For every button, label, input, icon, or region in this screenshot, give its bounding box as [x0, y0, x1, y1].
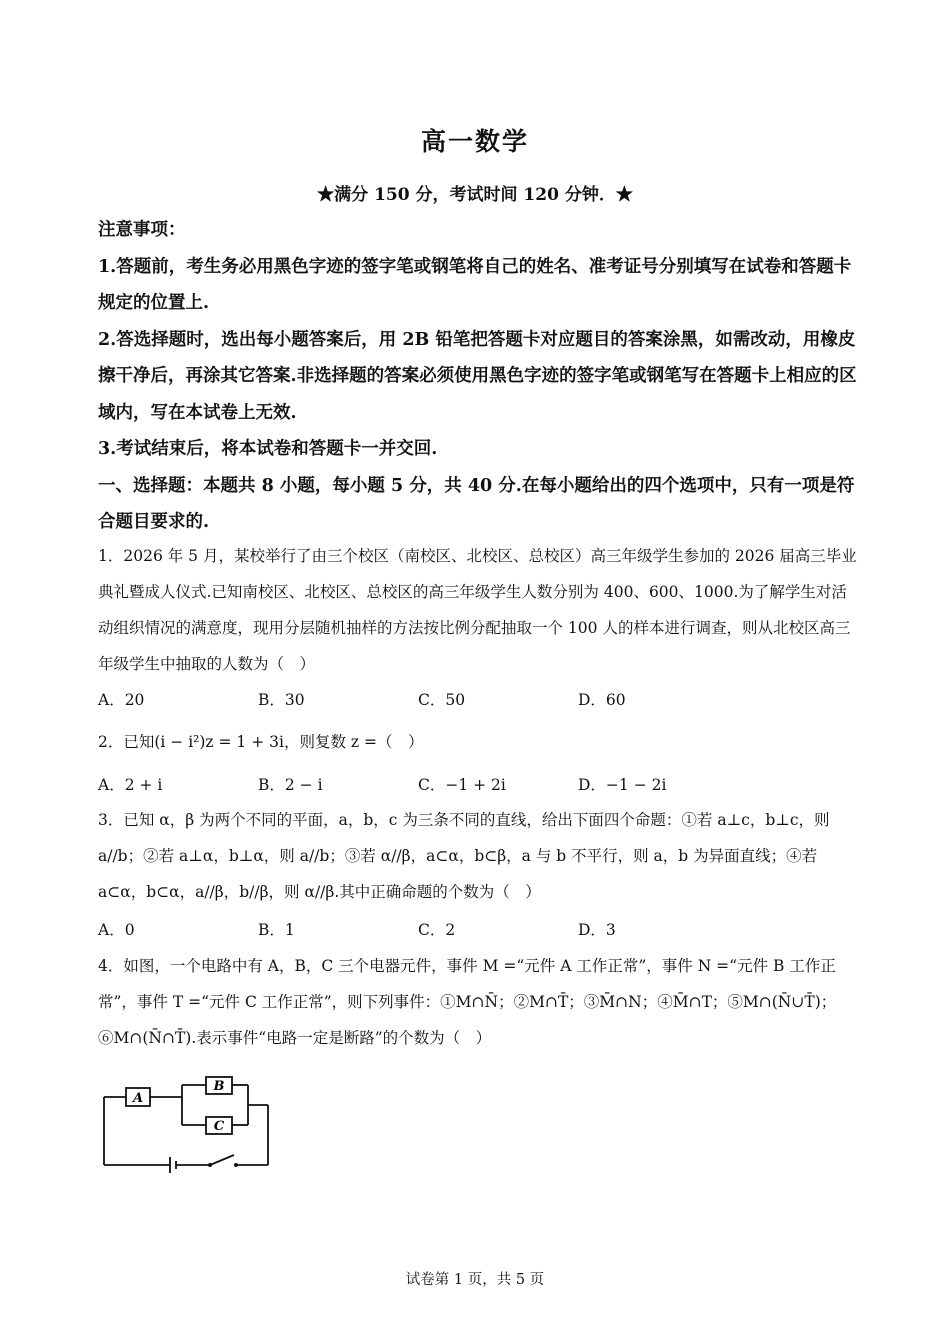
circuit-label-c: C — [213, 1119, 225, 1134]
option-c: C．50 — [418, 691, 466, 709]
option-d: D．−1 − 2i — [578, 776, 667, 794]
question-1-options — [98, 688, 858, 718]
option-a: A．0 — [98, 921, 135, 939]
question-2-stem: 2．已知(i − i²)z = 1 + 3i，则复数 z =（ ） — [98, 733, 424, 751]
option-c: C．−1 + 2i — [418, 776, 506, 794]
option-b: B．1 — [258, 921, 295, 939]
circuit-diagram — [98, 1075, 278, 1175]
notice-section — [98, 212, 858, 541]
notice-heading: 注意事项： — [98, 220, 186, 240]
question-2-options — [98, 773, 858, 803]
notice-item-3: 3.考试结束后，将本试卷和答题卡一并交回. — [98, 439, 438, 459]
notice-item-1: 1.答题前，考生务必用黑色字迹的签字笔或钢笔将自己的姓名、准考证号分别填写在试卷和答题卡规定的位置上. — [98, 256, 852, 313]
circuit-label-a: A — [132, 1091, 144, 1106]
page-title: 高一数学 — [420, 127, 529, 156]
question-3-stem: 3．已知 α，β 为两个不同的平面，a，b，c 为三条不同的直线，给出下面四个命题：①若 a⊥c，b⊥c，则 a//b；②若 a⊥α，b⊥α，则 a//b；③若 α//β，a⊂α，b⊂β，a 与 b 不平行，则 a，b 为异面直线；④若 a⊂α，b⊂α，a//β，b//β，则 α//β.其中正确命题的个数为（ ） — [98, 811, 830, 901]
option-c: C．2 — [418, 921, 456, 939]
question-3-options — [98, 918, 858, 948]
option-a: A．2 + i — [98, 776, 163, 794]
question-1-stem: 1．2026 年 5 月，某校举行了由三个校区（南校区、北校区、总校区）高三年级学生参加的 2026 届高三毕业典礼暨成人仪式.已知南校区、北校区、总校区的高三年级学生人数分别为 400、600、1000.为了解学生对活动组织情况的满意度，现用分层随机抽样的方法按比例分配抽取一个 100 人的样本进行调查，则从北校区高三年级学生中抽取的人数为（ ） — [98, 547, 857, 673]
option-b: B．2 − i — [258, 776, 323, 794]
question-4-stem: 4．如图，一个电路中有 A，B，C 三个电器元件，事件 M =“元件 A 工作正常”，事件 N =“元件 B 工作正常”，事件 T =“元件 C 工作正常”，则下列事件：①M∩N̄；②M∩T̄；③M̄∩N；④M̄∩T；⑤M∩(N̄∪T̄)；⑥M∩(N̄∩T̄).表示事件“电路一定是断路”的个数为（ ） — [98, 957, 837, 1047]
circuit-label-b: B — [213, 1079, 225, 1094]
option-a: A．20 — [98, 691, 145, 709]
option-d: D．60 — [578, 691, 626, 709]
option-d: D．3 — [578, 921, 616, 939]
notice-item-2: 2.答选择题时，选出每小题答案后，用 2B 铅笔把答题卡对应题目的答案涂黑，如需改动，用橡皮擦干净后，再涂其它答案.非选择题的答案必须使用黑色字迹的签字笔或钢笔写在答题卡上相应的区域内，写在本试卷上无效. — [98, 329, 857, 423]
option-b: B．30 — [258, 691, 305, 709]
exam-subtitle: ★满分 150 分，考试时间 120 分钟．★ — [317, 185, 633, 205]
section-heading: 一、选择题：本题共 8 小题，每小题 5 分，共 40 分.在每小题给出的四个选项中，只有一项是符合题目要求的. — [98, 475, 855, 532]
page-footer: 试卷第 1 页，共 5 页 — [405, 1272, 545, 1288]
